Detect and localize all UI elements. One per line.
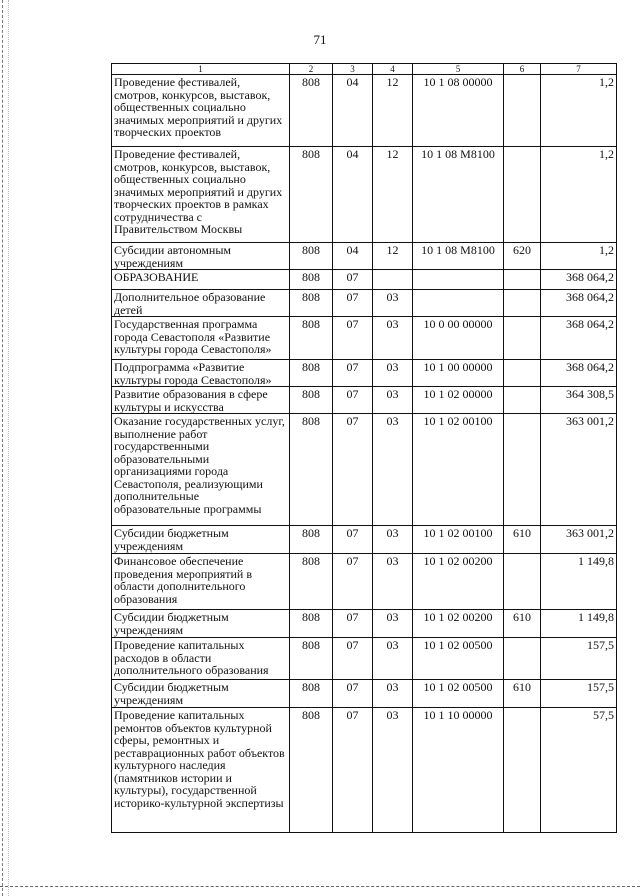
cell-section: 07 [333,708,373,833]
cell-target-article: 10 1 02 00200 [413,554,504,610]
cell-subsection: 03 [373,680,413,708]
cell-expense-type [504,147,541,243]
cell-target-article: 10 1 02 00500 [413,680,504,708]
cell-section: 07 [333,638,373,680]
cell-name: Проведение капитальных расходов в области дополнительного образования [112,638,290,680]
cell-section: 07 [333,526,373,554]
cell-target-article: 10 1 08 М8100 [413,243,504,270]
header-row [112,64,617,75]
cell-amount: 157,5 [541,680,617,708]
cell-name: Дополнительное образование детей [112,290,290,317]
cell-name: Проведение фестивалей, смотров, конкурсов, выставок, общественных социально значимых мероприятий и других творческих проектов [112,75,290,147]
cell-code-admin: 808 [290,414,333,526]
cell-target-article: 10 1 00 00000 [413,360,504,387]
cell-code-admin: 808 [290,147,333,243]
cell-code-admin: 808 [290,270,333,290]
cell-subsection: 12 [373,147,413,243]
cell-amount: 157,5 [541,638,617,680]
cell-code-admin: 808 [290,290,333,317]
cell-code-admin: 808 [290,526,333,554]
header-cell-2: 2 [290,64,333,75]
cell-code-admin: 808 [290,554,333,610]
cell-code-admin: 808 [290,360,333,387]
cell-amount: 1 149,8 [541,610,617,638]
header-cell-3: 3 [333,64,373,75]
cell-target-article [413,290,504,317]
cell-target-article [413,270,504,290]
budget-table [111,63,617,833]
table-row [112,243,617,270]
cell-amount: 1,2 [541,147,617,243]
cell-expense-type [504,387,541,414]
cell-target-article: 10 1 02 00100 [413,414,504,526]
cell-subsection: 03 [373,526,413,554]
cell-target-article: 10 1 02 00200 [413,610,504,638]
table-row [112,414,617,526]
cell-code-admin: 808 [290,243,333,270]
scan-edge-bottom [0,886,640,888]
header-cell-6: 6 [504,64,541,75]
cell-amount: 1 149,8 [541,554,617,610]
cell-subsection: 03 [373,414,413,526]
cell-section: 07 [333,554,373,610]
cell-target-article: 10 1 02 00500 [413,638,504,680]
cell-code-admin: 808 [290,75,333,147]
cell-name: Проведение капитальных ремонтов объектов культурной сферы, ремонтных и реставрационных работ объектов культурного наследия (памятников истории и культуры), государственной историко-культурной экспертизы [112,708,290,833]
cell-name: Субсидии бюджетным учреждениям [112,526,290,554]
cell-expense-type: 610 [504,610,541,638]
cell-subsection: 03 [373,638,413,680]
cell-name: Оказание государственных услуг, выполнение работ государственными образовательными организациями города Севастополя, реализующими дополнительные образовательные программы [112,414,290,526]
header-cell-4: 4 [373,64,413,75]
cell-amount: 1,2 [541,243,617,270]
cell-code-admin: 808 [290,708,333,833]
cell-target-article: 10 0 00 00000 [413,317,504,360]
cell-subsection: 03 [373,290,413,317]
cell-name: ОБРАЗОВАНИЕ [112,270,290,290]
cell-expense-type: 620 [504,243,541,270]
cell-name: Подпрограмма «Развитие культуры города Севастополя» [112,360,290,387]
cell-section: 07 [333,610,373,638]
cell-target-article: 10 1 10 00000 [413,708,504,833]
cell-section: 04 [333,75,373,147]
table-row [112,554,617,610]
cell-expense-type [504,708,541,833]
cell-expense-type [504,270,541,290]
scan-edge-left-inner [8,0,10,896]
cell-section: 07 [333,270,373,290]
table-row [112,708,617,833]
header-cell-1: 1 [112,64,290,75]
table-row [112,147,617,243]
cell-expense-type [504,414,541,526]
cell-expense-type [504,317,541,360]
cell-section: 07 [333,387,373,414]
table-row [112,610,617,638]
table-row [112,526,617,554]
cell-amount: 368 064,2 [541,270,617,290]
cell-expense-type [504,638,541,680]
cell-name: Проведение фестивалей, смотров, конкурсов, выставок, общественных социально значимых мероприятий и других творческих проектов в рамках сотрудничества с Правительством Москвы [112,147,290,243]
cell-amount: 364 308,5 [541,387,617,414]
cell-code-admin: 808 [290,610,333,638]
cell-expense-type: 610 [504,680,541,708]
cell-subsection: 03 [373,317,413,360]
table-row [112,387,617,414]
cell-amount: 363 001,2 [541,414,617,526]
cell-expense-type [504,554,541,610]
table-row [112,317,617,360]
cell-target-article: 10 1 08 00000 [413,75,504,147]
cell-section: 07 [333,680,373,708]
cell-expense-type [504,290,541,317]
cell-target-article: 10 1 02 00100 [413,526,504,554]
cell-code-admin: 808 [290,317,333,360]
page-number: 71 [313,32,327,47]
cell-amount: 368 064,2 [541,317,617,360]
table-row [112,290,617,317]
cell-subsection [373,270,413,290]
cell-name: Финансовое обеспечение проведения мероприятий в области дополнительного образования [112,554,290,610]
cell-section: 04 [333,243,373,270]
cell-name: Субсидии автономным учреждениям [112,243,290,270]
cell-amount: 368 064,2 [541,360,617,387]
cell-name: Развитие образования в сфере культуры и искусства [112,387,290,414]
cell-amount: 368 064,2 [541,290,617,317]
cell-subsection: 03 [373,387,413,414]
scan-edge-left [2,0,4,896]
cell-section: 07 [333,290,373,317]
cell-code-admin: 808 [290,387,333,414]
cell-section: 07 [333,317,373,360]
cell-target-article: 10 1 08 М8100 [413,147,504,243]
cell-code-admin: 808 [290,638,333,680]
header-cell-5: 5 [413,64,504,75]
cell-target-article: 10 1 02 00000 [413,387,504,414]
cell-code-admin: 808 [290,680,333,708]
cell-name: Государственная программа города Севастополя «Развитие культуры города Севастополя» [112,317,290,360]
cell-subsection: 12 [373,75,413,147]
table-row [112,360,617,387]
cell-subsection: 03 [373,708,413,833]
cell-subsection: 03 [373,554,413,610]
cell-expense-type: 610 [504,526,541,554]
cell-subsection: 12 [373,243,413,270]
table-body [112,64,617,833]
cell-subsection: 03 [373,360,413,387]
cell-amount: 1,2 [541,75,617,147]
table-row [112,270,617,290]
header-cell-7: 7 [541,64,617,75]
cell-name: Субсидии бюджетным учреждениям [112,610,290,638]
cell-section: 07 [333,414,373,526]
cell-expense-type [504,360,541,387]
cell-name: Субсидии бюджетным учреждениям [112,680,290,708]
cell-amount: 57,5 [541,708,617,833]
cell-section: 04 [333,147,373,243]
cell-subsection: 03 [373,610,413,638]
cell-expense-type [504,75,541,147]
table-row [112,638,617,680]
cell-section: 07 [333,360,373,387]
table-row [112,75,617,147]
cell-amount: 363 001,2 [541,526,617,554]
table-row [112,680,617,708]
